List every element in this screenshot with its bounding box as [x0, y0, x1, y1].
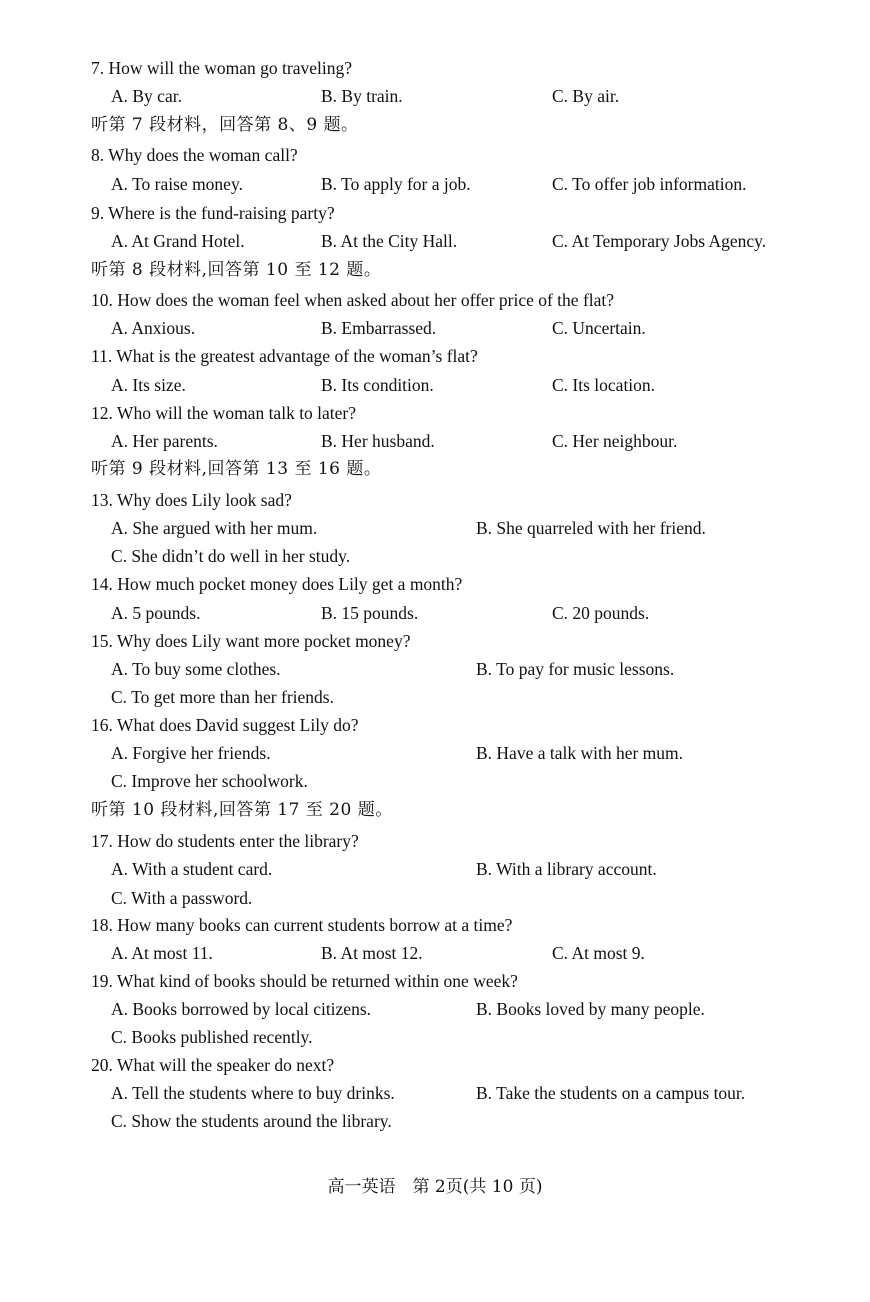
question-9: 9. Where is the fund-raising party? [91, 203, 335, 223]
q10-option-b: B. Embarrassed. [321, 318, 437, 338]
q12-option-b: B. Her husband. [321, 431, 435, 451]
question-18: 18. How many books can current students borrow at a time? [91, 915, 513, 935]
question-7: 7. How will the woman go traveling? [91, 58, 352, 78]
question-11: 11. What is the greatest advantage of the woman’s flat? [91, 346, 478, 366]
q19-option-b: B. Books loved by many people. [476, 999, 705, 1019]
question-16: 16. What does David suggest Lily do? [91, 715, 359, 735]
q7-option-a: A. By car. [111, 86, 182, 106]
question-8: 8. Why does the woman call? [91, 145, 298, 165]
q14-option-c: C. 20 pounds. [552, 603, 650, 623]
q8-option-b: B. To apply for a job. [321, 174, 471, 194]
page-footer: 高一英语 第 2页(共 10 页) [327, 1177, 543, 1197]
question-12: 12. Who will the woman talk to later? [91, 403, 357, 423]
q15-option-b: B. To pay for music lessons. [476, 659, 675, 679]
q20-option-a: A. Tell the students where to buy drinks. [111, 1083, 395, 1103]
question-19: 19. What kind of books should be returned within one week? [91, 971, 518, 991]
q12-option-c: C. Her neighbour. [552, 431, 678, 451]
q17-option-c: C. With a password. [111, 888, 253, 908]
q13-option-c: C. She didn’t do well in her study. [111, 546, 351, 566]
q17-option-a: A. With a student card. [111, 859, 273, 879]
q16-option-c: C. Improve her schoolwork. [111, 771, 308, 791]
q16-option-a: A. Forgive her friends. [111, 743, 271, 763]
q7-option-c: C. By air. [552, 86, 620, 106]
q20-option-c: C. Show the students around the library. [111, 1111, 392, 1131]
q14-option-a: A. 5 pounds. [111, 603, 201, 623]
q15-option-a: A. To buy some clothes. [111, 659, 281, 679]
question-17: 17. How do students enter the library? [91, 831, 359, 851]
section-heading-8: 听第 8 段材料,回答第 10 至 12 题。 [91, 260, 382, 280]
q12-option-a: A. Her parents. [111, 431, 218, 451]
section-heading-7: 听第 7 段材料，回答第 8、9 题。 [91, 115, 359, 135]
section-heading-10: 听第 10 段材料,回答第 17 至 20 题。 [91, 800, 393, 820]
q11-option-c: C. Its location. [552, 375, 656, 395]
q11-option-a: A. Its size. [111, 375, 186, 395]
question-15: 15. Why does Lily want more pocket money? [91, 631, 411, 651]
q9-option-b: B. At the City Hall. [321, 231, 458, 251]
question-13: 13. Why does Lily look sad? [91, 490, 292, 510]
q7-option-b: B. By train. [321, 86, 403, 106]
question-14: 14. How much pocket money does Lily get a month? [91, 574, 463, 594]
q8-option-a: A. To raise money. [111, 174, 243, 194]
q9-option-c: C. At Temporary Jobs Agency. [552, 231, 767, 251]
q18-option-a: A. At most 11. [111, 943, 213, 963]
q9-option-a: A. At Grand Hotel. [111, 231, 245, 251]
q18-option-c: C. At most 9. [552, 943, 645, 963]
q19-option-c: C. Books published recently. [111, 1027, 313, 1047]
q8-option-c: C. To offer job information. [552, 174, 747, 194]
q13-option-b: B. She quarreled with her friend. [476, 518, 706, 538]
q14-option-b: B. 15 pounds. [321, 603, 419, 623]
q11-option-b: B. Its condition. [321, 375, 434, 395]
q15-option-c: C. To get more than her friends. [111, 687, 334, 707]
q18-option-b: B. At most 12. [321, 943, 423, 963]
q16-option-b: B. Have a talk with her mum. [476, 743, 684, 763]
question-20: 20. What will the speaker do next? [91, 1055, 335, 1075]
question-10: 10. How does the woman feel when asked about her offer price of the flat? [91, 290, 615, 310]
section-heading-9: 听第 9 段材料,回答第 13 至 16 题。 [91, 459, 382, 479]
q17-option-b: B. With a library account. [476, 859, 657, 879]
q19-option-a: A. Books borrowed by local citizens. [111, 999, 372, 1019]
q10-option-c: C. Uncertain. [552, 318, 646, 338]
q10-option-a: A. Anxious. [111, 318, 196, 338]
q13-option-a: A. She argued with her mum. [111, 518, 318, 538]
q20-option-b: B. Take the students on a campus tour. [476, 1083, 746, 1103]
